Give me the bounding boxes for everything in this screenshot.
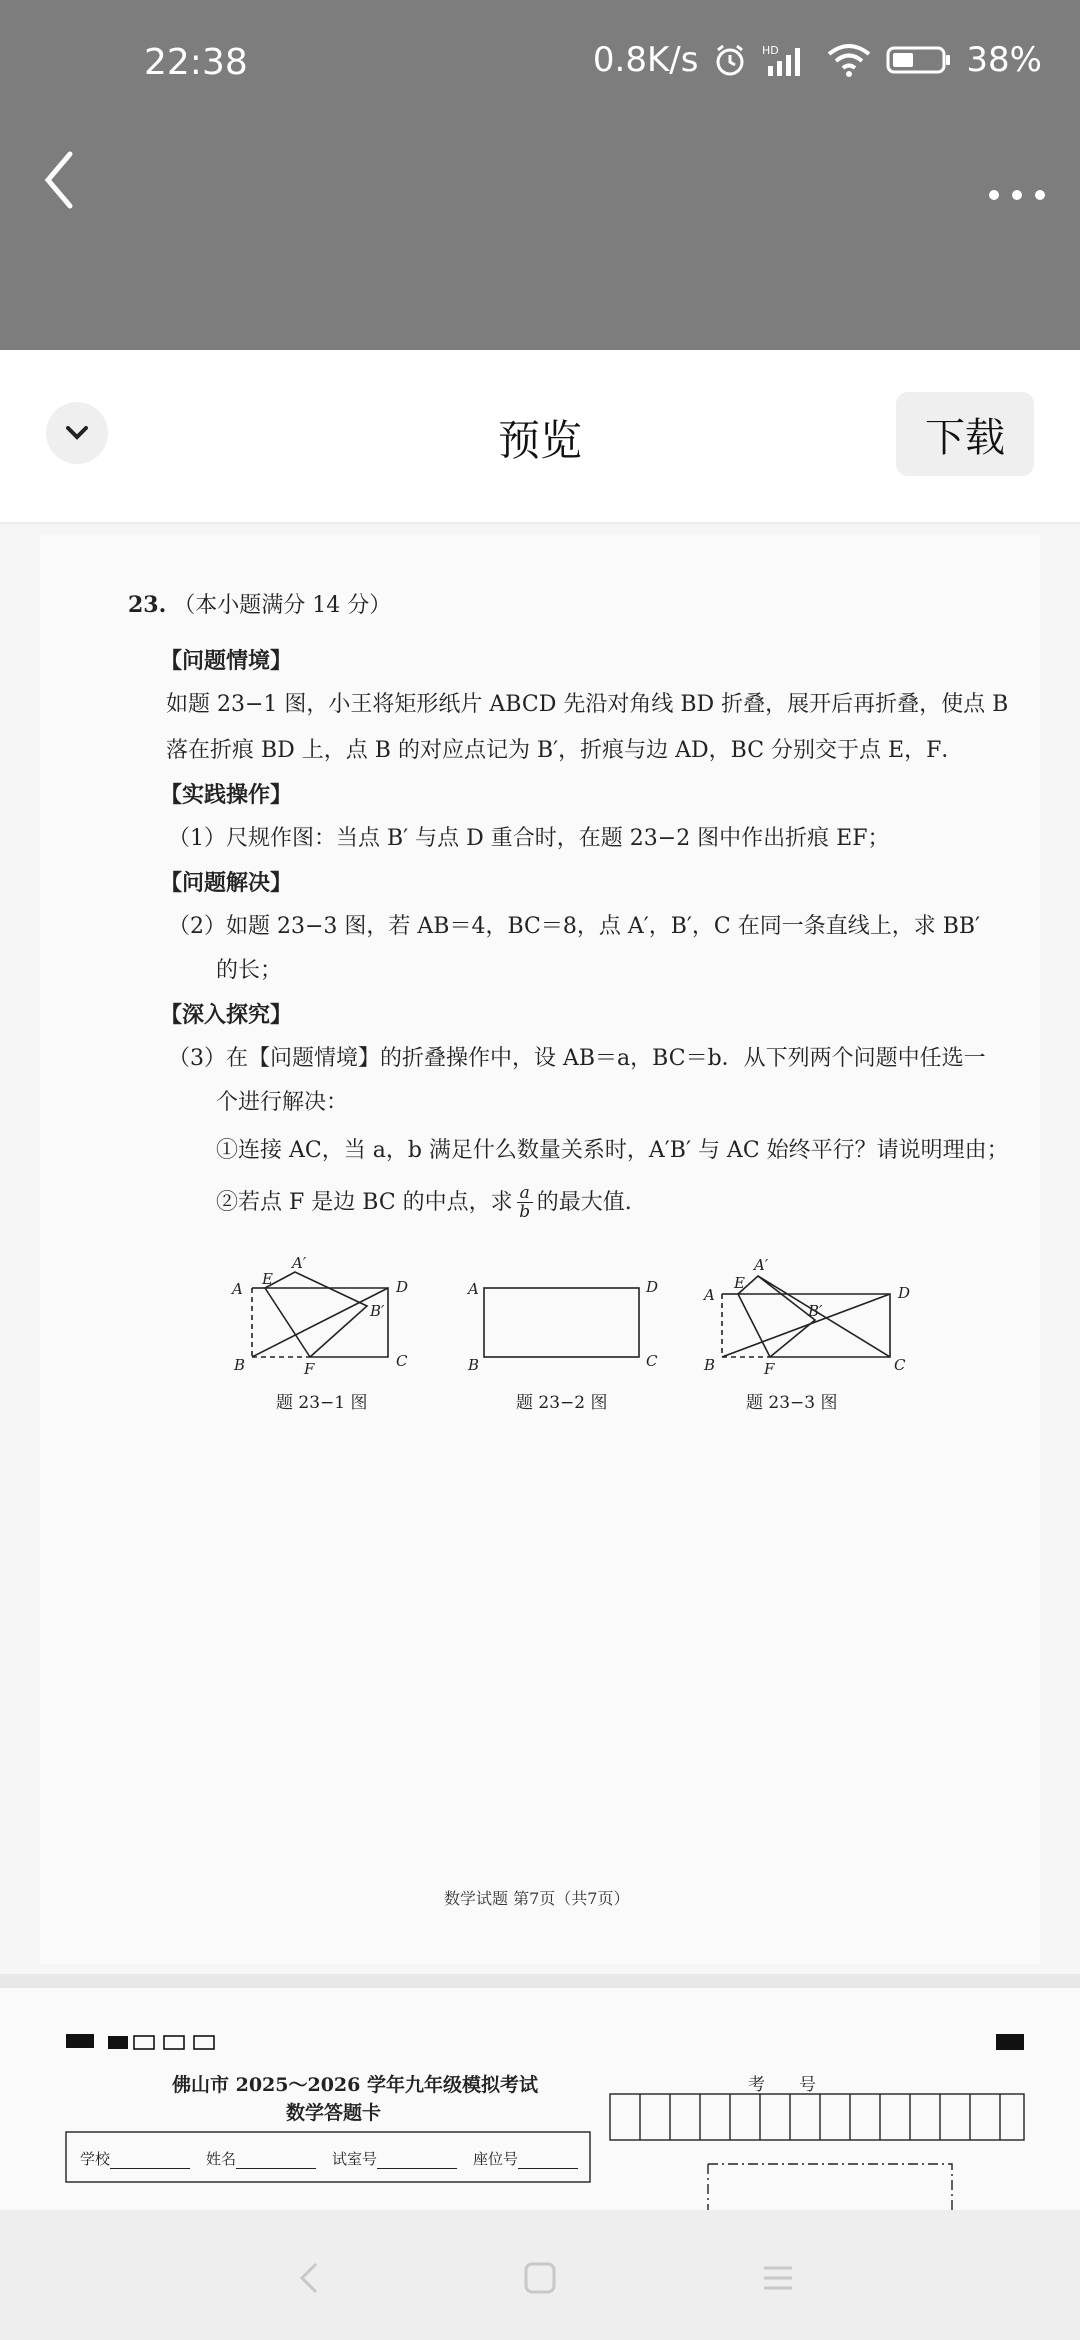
fig-label: D — [646, 1278, 659, 1296]
paragraph-line: ①连接 AC，当 a，b 满足什么数量关系时，A′B′ 与 AC 始终平行？请说明理由； — [216, 1138, 1009, 1163]
figure-23-3 — [690, 1242, 950, 1382]
fig-label: B′ — [370, 1302, 385, 1320]
chevron-left-icon — [30, 140, 94, 220]
section-heading: 【问题情境】 — [160, 648, 293, 674]
nav-home-icon — [510, 2248, 570, 2308]
fraction-numerator: a — [517, 1184, 533, 1203]
question-header — [128, 590, 391, 621]
answer-card-subtitle: 数学答题卡 — [286, 2102, 382, 2124]
page-divider — [0, 1974, 1080, 1988]
paragraph-line: 的长； — [216, 958, 283, 983]
status-right — [593, 40, 1042, 80]
fig-label: A — [704, 1286, 715, 1304]
nav-menu-button[interactable] — [748, 2248, 808, 2308]
student-info-row — [80, 2148, 578, 2169]
status-bar — [0, 0, 1080, 130]
battery-level: 38% — [966, 40, 1042, 80]
paragraph-line: （3）在【问题情境】的折叠操作中，设 AB＝a，BC＝b．从下列两个问题中任选一 — [168, 1046, 986, 1071]
fig-label: B — [704, 1356, 716, 1374]
fig-label: A′ — [754, 1256, 769, 1274]
figure-caption: 题 23−1 图 — [276, 1393, 368, 1413]
net-speed: 0.8K/s — [592, 40, 699, 80]
question-score: （本小题满分 14 分） — [173, 593, 392, 618]
fig-label: F — [304, 1360, 315, 1378]
figure-caption: 题 23−3 图 — [746, 1393, 838, 1413]
fig-label: C — [646, 1352, 658, 1370]
preview-sheet-header — [0, 350, 1080, 524]
exam-number-label: 考 号 — [748, 2075, 816, 2095]
fig-label: C — [396, 1352, 408, 1370]
fig-label: D — [898, 1284, 911, 1302]
fig-label: A — [232, 1280, 243, 1298]
question-number: 23. — [128, 592, 167, 618]
section-heading: 【实践操作】 — [160, 782, 293, 808]
battery-icon — [886, 44, 952, 76]
section-heading: 【深入探究】 — [160, 1002, 293, 1028]
nav-home-button[interactable] — [510, 2248, 570, 2308]
answer-card-graphics — [0, 1988, 1080, 2210]
fig-label: B′ — [808, 1302, 823, 1320]
paragraph-line: （1）尺规作图：当点 B′ 与点 D 重合时，在题 23−2 图中作出折痕 EF； — [168, 826, 890, 851]
wifi-icon — [826, 42, 872, 78]
fig-label: C — [894, 1356, 906, 1374]
fraction — [517, 1184, 533, 1221]
fig-label: B — [468, 1356, 480, 1374]
field-school: 学校 — [80, 2150, 111, 2168]
document-viewer[interactable] — [0, 524, 1080, 1974]
figure-23-2 — [460, 1242, 700, 1382]
section-heading: 【问题解决】 — [160, 870, 293, 896]
figure-caption: 题 23−2 图 — [516, 1393, 608, 1413]
sheet-title: 预览 — [497, 416, 582, 465]
more-button[interactable] — [982, 150, 1052, 210]
download-button[interactable]: 下载 — [896, 392, 1034, 476]
nav-back-icon — [280, 2248, 340, 2308]
fraction-denominator: b — [519, 1202, 531, 1222]
paragraph-line: 如题 23−1 图，小王将矩形纸片 ABCD 先沿对角线 BD 折叠，展开后再折叠，使点 B — [166, 692, 1009, 717]
fig-label: B — [234, 1356, 246, 1374]
svg-text:HD: HD — [762, 44, 780, 57]
fig-label: F — [764, 1360, 775, 1378]
paragraph-line: 个进行解决： — [216, 1090, 349, 1115]
system-nav-bar — [0, 2210, 1080, 2340]
page-footer: 数学试题 第7页（共7页） — [444, 1889, 630, 1908]
fig-label: A′ — [292, 1254, 307, 1272]
fig-label: E — [734, 1274, 745, 1292]
more-dots-icon — [982, 150, 1052, 210]
field-seat: 座位号 — [473, 2150, 519, 2168]
alarm-icon — [712, 42, 748, 78]
nav-back-button[interactable] — [280, 2248, 340, 2308]
fig-label: A — [468, 1280, 479, 1298]
item2-text-end: 的最大值. — [536, 1189, 632, 1215]
figure-23-1 — [210, 1242, 470, 1382]
nav-menu-icon — [748, 2248, 808, 2308]
hd-signal-icon — [762, 42, 812, 78]
fig-label: D — [396, 1278, 409, 1296]
field-name: 姓名 — [206, 2150, 237, 2168]
back-button[interactable] — [30, 140, 94, 220]
answer-card-title: 佛山市 2025～2026 学年九年级模拟考试 — [172, 2074, 538, 2096]
answer-card-page — [0, 1988, 1080, 2210]
item2-text: ②若点 F 是边 BC 的中点，求 — [216, 1189, 513, 1215]
status-time: 22:38 — [144, 42, 248, 83]
fig-label: E — [262, 1270, 273, 1288]
top-nav — [0, 120, 1080, 230]
paragraph-line: 落在折痕 BD 上，点 B 的对应点记为 B′，折痕与边 AD，BC 分别交于点 E，F． — [166, 738, 964, 763]
paragraph-line — [216, 1184, 632, 1221]
field-room: 试室号 — [332, 2150, 378, 2168]
exam-page — [40, 534, 1040, 1964]
paragraph-line: （2）如题 23−3 图，若 AB＝4，BC＝8，点 A′，B′，C 在同一条直线上，求 BB′ — [168, 914, 981, 939]
